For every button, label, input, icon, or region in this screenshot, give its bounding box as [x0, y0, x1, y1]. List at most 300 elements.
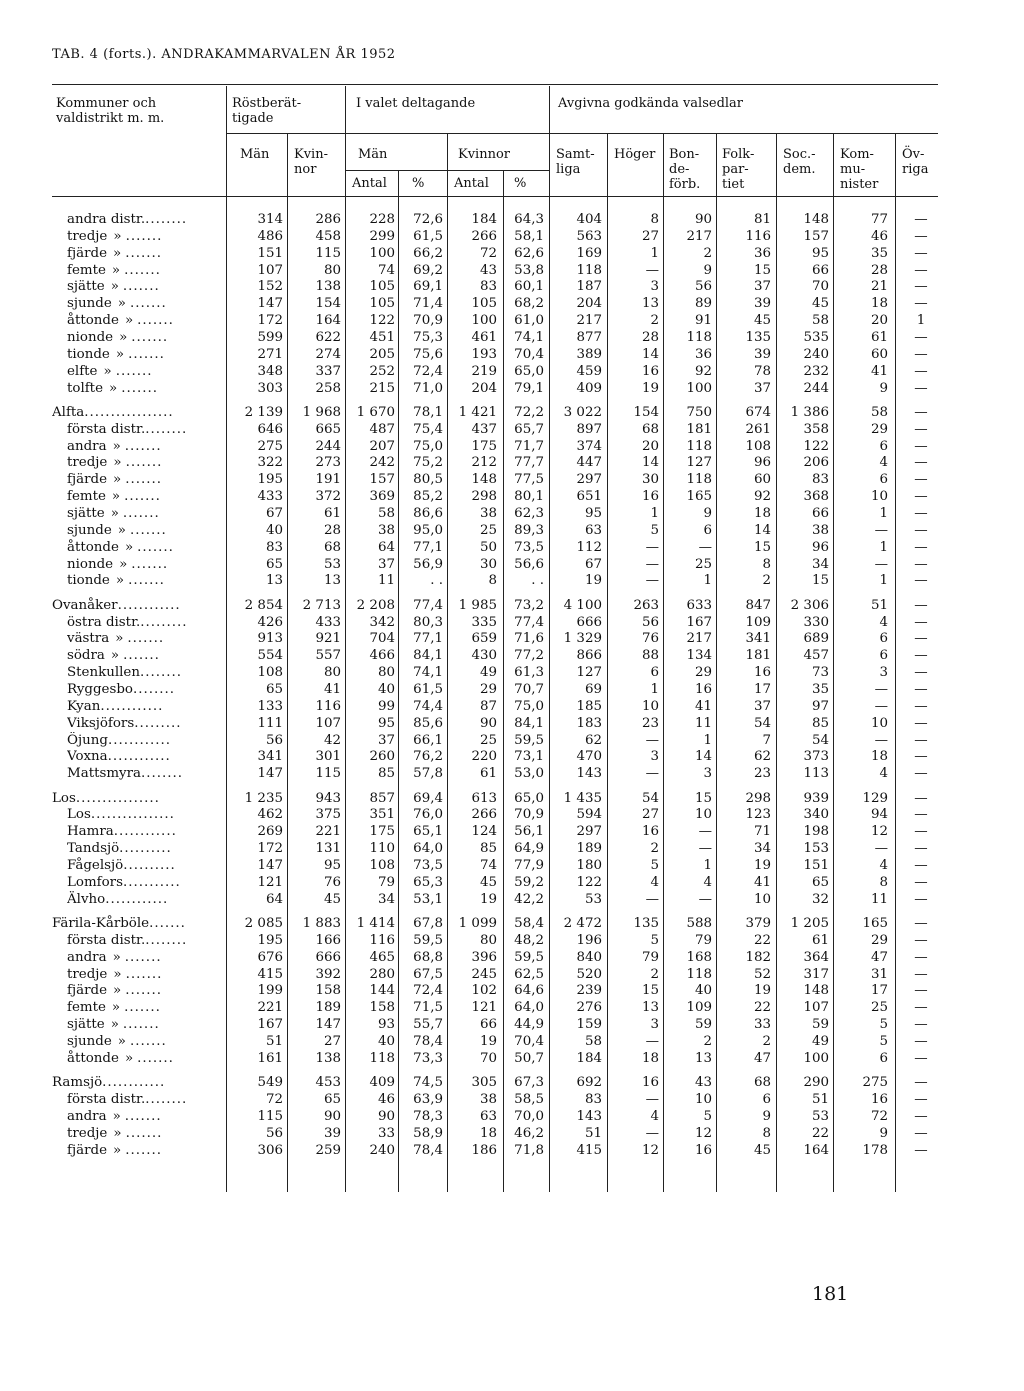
leader-dots: .......: [125, 246, 162, 261]
row-label-text: Tandsjö: [67, 841, 120, 856]
cell-man-rostberattigade: 462: [257, 807, 283, 822]
cell-man-deltagande-antal: 351: [369, 807, 395, 822]
cell-folkpartiet: 341: [745, 631, 771, 646]
row-label-text: andra: [67, 439, 107, 454]
col-rule-12: [833, 134, 834, 1192]
cell-kvinnor-deltagande-antal: 87: [479, 699, 497, 714]
cell-man-deltagande-antal: 242: [369, 455, 395, 470]
cell-socdem: 206: [803, 455, 829, 470]
cell-ovriga: —: [914, 858, 928, 873]
cell-man-deltagande-pct: 59,5: [413, 933, 443, 948]
cell-man-deltagande-pct: 71,4: [413, 296, 443, 311]
cell-man-rostberattigade: 147: [257, 858, 283, 873]
cell-man-rostberattigade: 314: [257, 212, 283, 227]
cell-man-deltagande-pct: 75,2: [413, 455, 443, 470]
cell-hoger: —: [645, 766, 659, 781]
col-rule-8: [607, 134, 608, 1192]
cell-man-deltagande-antal: 280: [369, 967, 395, 982]
cell-man-deltagande-pct: 73,5: [413, 858, 443, 873]
row-label-text: första distr.: [67, 422, 146, 437]
cell-man-deltagande-antal: 40: [377, 682, 395, 697]
cell-socdem: 38: [811, 523, 829, 538]
leader-dots: .......: [131, 557, 169, 572]
cell-kommunister: 4: [879, 455, 888, 470]
cell-hoger: —: [645, 892, 659, 907]
cell-man-rostberattigade: 51: [265, 1034, 283, 1049]
header-kommunister: Kom- mu- nister: [840, 147, 879, 192]
header-avgivna-godkanda-valsedlar: Avgivna godkända valsedlar: [558, 96, 744, 111]
row-label-district: [67, 1050, 220, 1067]
cell-man-rostberattigade: 172: [257, 841, 283, 856]
cell-man-deltagande-pct: 61,5: [413, 229, 443, 244]
cell-samtliga: 95: [584, 506, 602, 521]
cell-man-deltagande-pct: 78,4: [413, 1143, 443, 1158]
row-label-text: sjunde: [67, 296, 112, 311]
cell-man-deltagande-antal: 409: [369, 1075, 395, 1090]
row-label-text: fjärde: [67, 472, 107, 487]
cell-kommunister: 178: [862, 1143, 888, 1158]
cell-man-deltagande-pct: 74,5: [413, 1075, 443, 1090]
header-hoger: Höger: [614, 147, 656, 162]
cell-folkpartiet: 71: [753, 824, 771, 839]
leader-dots: ........: [133, 682, 176, 697]
row-label-kommun: [52, 404, 220, 421]
row-label-text: Ramsjö: [52, 1075, 103, 1090]
row-label-district: [67, 380, 220, 397]
cell-man-rostberattigade: 65: [265, 682, 283, 697]
cell-kvinnor-rostberattigade: 259: [315, 1143, 341, 1158]
cell-kommunister: 51: [870, 598, 888, 613]
cell-hoger: 2: [650, 313, 659, 328]
cell-kvinnor-rostberattigade: 107: [315, 716, 341, 731]
cell-bondeforbundet: 5: [703, 1109, 712, 1124]
cell-folkpartiet: 8: [762, 557, 771, 572]
header-man-deltagande: Män: [358, 147, 388, 162]
cell-bondeforbundet: —: [698, 540, 712, 555]
cell-kvinnor-deltagande-antal: 66: [479, 1017, 497, 1032]
cell-kommunister: 18: [870, 296, 888, 311]
leader-dots: .......: [128, 347, 165, 362]
cell-man-deltagande-antal: 33: [377, 1126, 395, 1141]
cell-kvinnor-deltagande-pct: 64,9: [514, 841, 544, 856]
cell-samtliga: 470: [576, 749, 602, 764]
cell-man-deltagande-antal: 100: [369, 246, 395, 261]
cell-man-rostberattigade: 322: [257, 455, 283, 470]
row-label-district: [67, 488, 220, 505]
cell-kvinnor-rostberattigade: 337: [315, 364, 341, 379]
row-label-text: andra distr.: [67, 212, 146, 227]
row-label-district: [67, 295, 220, 312]
cell-ovriga: —: [914, 1034, 928, 1049]
leader-dots: .......: [124, 950, 162, 965]
row-label-text: Viksjöfors: [67, 716, 135, 731]
cell-hoger: 6: [650, 665, 659, 680]
leader-dots: ............: [117, 598, 181, 613]
cell-man-deltagande-pct: 53,1: [413, 892, 443, 907]
cell-man-rostberattigade: 199: [257, 983, 283, 998]
cell-kvinnor-deltagande-antal: 19: [479, 1034, 497, 1049]
cell-samtliga: 692: [576, 1075, 602, 1090]
cell-folkpartiet: 2: [762, 573, 771, 588]
cell-kommunister: 11: [870, 892, 888, 907]
cell-bondeforbundet: 1: [703, 858, 712, 873]
cell-samtliga: 897: [576, 422, 602, 437]
cell-kvinnor-deltagande-antal: 1 421: [458, 405, 497, 420]
cell-ovriga: —: [914, 766, 928, 781]
cell-man-deltagande-pct: 56,9: [413, 557, 443, 572]
cell-folkpartiet: 78: [753, 364, 771, 379]
cell-folkpartiet: 2: [762, 1034, 771, 1049]
cell-kvinnor-rostberattigade: 13: [323, 573, 341, 588]
leader-dots: ............: [107, 733, 172, 748]
cell-socdem: 70: [811, 279, 829, 294]
leader-dots: .......: [125, 229, 163, 244]
cell-ovriga: —: [914, 212, 928, 227]
cell-man-deltagande-pct: 76,2: [413, 749, 443, 764]
cell-man-deltagande-antal: 64: [377, 540, 395, 555]
cell-man-deltagande-antal: 116: [369, 933, 395, 948]
cell-samtliga: 183: [576, 716, 602, 731]
cell-kvinnor-rostberattigade: 622: [315, 330, 341, 345]
cell-kvinnor-deltagande-antal: 245: [471, 967, 497, 982]
cell-socdem: 96: [811, 540, 829, 555]
row-label-text: sjätte: [67, 1017, 105, 1032]
cell-man-deltagande-pct: 95,0: [413, 523, 443, 538]
cell-samtliga: 127: [576, 665, 602, 680]
cell-socdem: 164: [803, 1143, 829, 1158]
cell-samtliga: 666: [576, 615, 602, 630]
cell-samtliga: 4 100: [563, 598, 602, 613]
row-label-district: [67, 681, 220, 698]
cell-socdem: 59: [811, 1017, 829, 1032]
cell-kommunister: 77: [870, 212, 888, 227]
cell-kvinnor-rostberattigade: 138: [315, 1051, 341, 1066]
cell-hoger: —: [645, 1126, 659, 1141]
cell-kommunister: 8: [879, 875, 888, 890]
leader-dots: .......: [125, 1126, 163, 1141]
cell-kommunister: 4: [879, 615, 888, 630]
cell-kommunister: 72: [870, 1109, 888, 1124]
cell-kommunister: 6: [879, 1051, 888, 1066]
cell-hoger: 1: [650, 506, 659, 521]
cell-folkpartiet: 33: [753, 1017, 771, 1032]
cell-man-deltagande-pct: 69,1: [413, 279, 443, 294]
cell-folkpartiet: 37: [753, 381, 771, 396]
cell-ovriga: —: [914, 1092, 928, 1107]
row-label-text: andra: [67, 950, 107, 965]
cell-kommunister: 5: [879, 1034, 888, 1049]
row-label-district: [67, 329, 220, 346]
cell-socdem: 85: [811, 716, 829, 731]
cell-man-deltagande-pct: 77,1: [413, 540, 443, 555]
header-i-valet-deltagande: I valet deltagande: [356, 96, 476, 111]
row-label-district: [67, 522, 220, 539]
cell-hoger: 4: [650, 1109, 659, 1124]
row-label-district: [67, 1108, 220, 1125]
cell-hoger: 20: [641, 439, 659, 454]
cell-ovriga: —: [914, 967, 928, 982]
cell-kvinnor-deltagande-pct: 62,3: [514, 506, 544, 521]
cell-bondeforbundet: 10: [694, 807, 712, 822]
row-label-text: nionde: [67, 330, 114, 345]
ditto-mark: »: [110, 279, 119, 294]
cell-man-deltagande-antal: 118: [369, 1051, 395, 1066]
row-label-district: [67, 421, 220, 438]
row-label-district: [67, 1125, 220, 1142]
cell-man-rostberattigade: 221: [257, 1000, 283, 1015]
cell-bondeforbundet: 59: [694, 1017, 712, 1032]
cell-man-deltagande-pct: 55,7: [413, 1017, 443, 1032]
cell-kommunister: 6: [879, 439, 888, 454]
row-label-district: [67, 262, 220, 279]
cell-man-deltagande-pct: 65,1: [413, 824, 443, 839]
cell-kommunister: 16: [870, 1092, 888, 1107]
cell-folkpartiet: 39: [753, 296, 771, 311]
cell-man-rostberattigade: 152: [257, 279, 283, 294]
cell-socdem: 151: [803, 858, 829, 873]
cell-socdem: 22: [811, 1126, 829, 1141]
cell-hoger: 3: [650, 279, 659, 294]
cell-kvinnor-rostberattigade: 392: [315, 967, 341, 982]
cell-hoger: 19: [641, 381, 659, 396]
cell-hoger: 4: [650, 875, 659, 890]
cell-kvinnor-rostberattigade: 27: [323, 1034, 341, 1049]
cell-kvinnor-deltagande-pct: 56,1: [514, 824, 544, 839]
cell-bondeforbundet: 43: [694, 1075, 712, 1090]
cell-man-deltagande-pct: 71,0: [413, 381, 443, 396]
row-label-district: [67, 765, 220, 782]
row-label-district: [67, 982, 220, 999]
cell-socdem: 689: [803, 631, 829, 646]
cell-bondeforbundet: 217: [686, 631, 712, 646]
cell-man-deltagande-pct: 66,2: [413, 246, 443, 261]
cell-man-deltagande-pct: 67,8: [413, 916, 443, 931]
cell-man-deltagande-pct: 84,1: [413, 648, 443, 663]
cell-ovriga: —: [914, 246, 928, 261]
leader-dots: ..........: [119, 841, 172, 856]
cell-kvinnor-deltagande-antal: 219: [471, 364, 497, 379]
cell-ovriga: —: [914, 807, 928, 822]
leader-dots: .......: [137, 540, 174, 555]
cell-kommunister: 94: [870, 807, 888, 822]
cell-ovriga: —: [914, 733, 928, 748]
cell-man-rostberattigade: 72: [265, 1092, 283, 1107]
cell-man-deltagande-antal: 99: [377, 699, 395, 714]
cell-kommunister: —: [874, 523, 888, 538]
row-label-text: tredje: [67, 1126, 108, 1141]
row-label-district: [67, 211, 220, 228]
cell-bondeforbundet: 9: [703, 263, 712, 278]
cell-kvinnor-rostberattigade: 301: [315, 749, 341, 764]
cell-samtliga: 3 022: [563, 405, 602, 420]
cell-ovriga: —: [914, 631, 928, 646]
ditto-mark: »: [113, 1143, 122, 1158]
cell-bondeforbundet: —: [698, 892, 712, 907]
cell-kvinnor-deltagande-pct: 59,5: [514, 950, 544, 965]
row-label-district: [67, 647, 220, 664]
cell-samtliga: 143: [576, 766, 602, 781]
cell-kvinnor-deltagande-pct: 60,1: [514, 279, 544, 294]
cell-socdem: 107: [803, 1000, 829, 1015]
cell-hoger: 154: [633, 405, 659, 420]
row-label-text: Stenkullen: [67, 665, 140, 680]
cell-kvinnor-deltagande-pct: 75,0: [514, 699, 544, 714]
cell-kvinnor-rostberattigade: 158: [315, 983, 341, 998]
cell-kvinnor-deltagande-pct: 77,7: [514, 455, 544, 470]
row-label-text: Los: [52, 791, 76, 806]
cell-man-deltagande-pct: 75,6: [413, 347, 443, 362]
cell-man-rostberattigade: 275: [257, 439, 283, 454]
cell-man-deltagande-antal: 451: [369, 330, 395, 345]
row-label-district: [67, 454, 220, 471]
cell-hoger: 76: [641, 631, 659, 646]
col-rule-13: [895, 134, 896, 1192]
cell-kvinnor-rostberattigade: 45: [323, 892, 341, 907]
cell-ovriga: —: [914, 472, 928, 487]
leader-dots: ........: [145, 212, 188, 227]
row-label-district: [67, 278, 220, 295]
cell-folkpartiet: 674: [745, 405, 771, 420]
page-number: 181: [812, 1283, 849, 1305]
cell-ovriga: —: [914, 573, 928, 588]
cell-ovriga: —: [914, 824, 928, 839]
cell-kvinnor-deltagande-pct: 84,1: [514, 716, 544, 731]
ditto-mark: »: [113, 246, 122, 261]
row-label-district: [67, 556, 220, 573]
cell-man-deltagande-pct: 78,4: [413, 1034, 443, 1049]
cell-kvinnor-deltagande-antal: 90: [479, 716, 497, 731]
cell-kvinnor-rostberattigade: 458: [315, 229, 341, 244]
cell-kommunister: 10: [870, 716, 888, 731]
cell-folkpartiet: 19: [753, 983, 771, 998]
cell-folkpartiet: 18: [753, 506, 771, 521]
cell-hoger: 88: [641, 648, 659, 663]
cell-bondeforbundet: 127: [686, 455, 712, 470]
leader-dots: .......: [129, 1034, 167, 1049]
col-rule-10: [716, 134, 717, 1192]
cell-ovriga: —: [914, 405, 928, 420]
cell-folkpartiet: 23: [753, 766, 771, 781]
cell-bondeforbundet: 633: [686, 598, 712, 613]
cell-socdem: 2 306: [790, 598, 829, 613]
cell-samtliga: 19: [584, 573, 602, 588]
row-label-text: tredje: [67, 967, 108, 982]
cell-bondeforbundet: 588: [686, 916, 712, 931]
table-title: TAB. 4 (forts.). ANDRAKAMMARVALEN ÅR 1952: [52, 47, 396, 62]
cell-kvinnor-deltagande-pct: 58,5: [514, 1092, 544, 1107]
ditto-mark: »: [111, 1000, 121, 1015]
cell-samtliga: 415: [576, 1143, 602, 1158]
leader-dots: .......: [124, 263, 161, 278]
leader-dots: .......: [125, 455, 163, 470]
cell-bondeforbundet: 11: [694, 716, 712, 731]
cell-kvinnor-rostberattigade: 131: [315, 841, 341, 856]
cell-bondeforbundet: 15: [694, 791, 712, 806]
col-rule-1: [226, 86, 227, 1192]
cell-ovriga: 1: [916, 313, 926, 328]
cell-ovriga: —: [914, 1000, 928, 1015]
row-label-text: Lomfors: [67, 875, 123, 890]
cell-kvinnor-deltagande-antal: 83: [479, 279, 497, 294]
cell-folkpartiet: 135: [745, 330, 771, 345]
cell-samtliga: 83: [584, 1092, 602, 1107]
leader-dots: .......: [125, 967, 163, 982]
leader-dots: ..........: [123, 858, 176, 873]
cell-kvinnor-deltagande-antal: 430: [471, 648, 497, 663]
cell-kvinnor-deltagande-pct: 44,9: [514, 1017, 544, 1032]
cell-ovriga: —: [914, 506, 928, 521]
leader-dots: .......: [129, 523, 167, 538]
cell-man-deltagande-antal: 40: [377, 1034, 395, 1049]
ditto-mark: »: [103, 364, 112, 379]
cell-kvinnor-deltagande-antal: 212: [471, 455, 497, 470]
cell-samtliga: 122: [576, 875, 602, 890]
row-label-text: elfte: [67, 364, 98, 379]
cell-bondeforbundet: 4: [703, 875, 712, 890]
cell-ovriga: —: [914, 682, 928, 697]
cell-ovriga: —: [914, 749, 928, 764]
cell-kvinnor-deltagande-antal: 220: [471, 749, 497, 764]
cell-socdem: 49: [811, 1034, 829, 1049]
row-label-district: [67, 228, 220, 245]
cell-kvinnor-rostberattigade: 1 883: [302, 916, 341, 931]
row-label-text: nionde: [67, 557, 114, 572]
cell-kvinnor-rostberattigade: 191: [315, 472, 341, 487]
cell-man-deltagande-antal: 46: [377, 1092, 395, 1107]
ditto-mark: »: [117, 296, 126, 311]
row-label-district: [67, 748, 220, 765]
cell-folkpartiet: 8: [762, 1126, 771, 1141]
cell-kvinnor-deltagande-antal: 193: [471, 347, 497, 362]
cell-kvinnor-deltagande-antal: 45: [479, 875, 497, 890]
cell-samtliga: 143: [576, 1109, 602, 1124]
cell-folkpartiet: 261: [745, 422, 771, 437]
cell-man-deltagande-pct: 85,6: [413, 716, 443, 731]
cell-kvinnor-deltagande-pct: 70,4: [514, 1034, 544, 1049]
leader-dots: .......: [122, 279, 160, 294]
cell-kvinnor-deltagande-antal: 461: [471, 330, 497, 345]
cell-socdem: 15: [811, 573, 829, 588]
cell-man-rostberattigade: 195: [257, 472, 283, 487]
cell-man-rostberattigade: 108: [257, 665, 283, 680]
cell-man-rostberattigade: 433: [257, 489, 283, 504]
cell-man-deltagande-pct: 77,4: [413, 598, 443, 613]
cell-kommunister: 10: [870, 489, 888, 504]
cell-hoger: —: [645, 573, 659, 588]
leader-dots: .................: [84, 405, 174, 420]
cell-man-deltagande-pct: 72,4: [413, 364, 443, 379]
cell-kvinnor-rostberattigade: 53: [323, 557, 341, 572]
row-label-text: Öjung: [67, 733, 108, 748]
cell-socdem: 35: [811, 682, 829, 697]
cell-kommunister: 1: [879, 540, 888, 555]
cell-kommunister: 6: [879, 631, 888, 646]
cell-kommunister: 1: [879, 573, 888, 588]
cell-man-rostberattigade: 56: [265, 733, 283, 748]
cell-bondeforbundet: 40: [694, 983, 712, 998]
cell-kvinnor-deltagande-pct: 61,0: [514, 313, 544, 328]
cell-man-deltagande-pct: 74,1: [413, 665, 443, 680]
row-label-text: tionde: [67, 573, 110, 588]
cell-kvinnor-deltagande-pct: 46,2: [514, 1126, 544, 1141]
cell-man-rostberattigade: 147: [257, 766, 283, 781]
cell-kommunister: 28: [870, 263, 888, 278]
cell-man-deltagande-antal: 37: [377, 733, 395, 748]
cell-bondeforbundet: 9: [703, 506, 712, 521]
cell-kvinnor-rostberattigade: 80: [323, 263, 341, 278]
cell-kvinnor-rostberattigade: 164: [315, 313, 341, 328]
row-label-text: tolfte: [67, 381, 103, 396]
